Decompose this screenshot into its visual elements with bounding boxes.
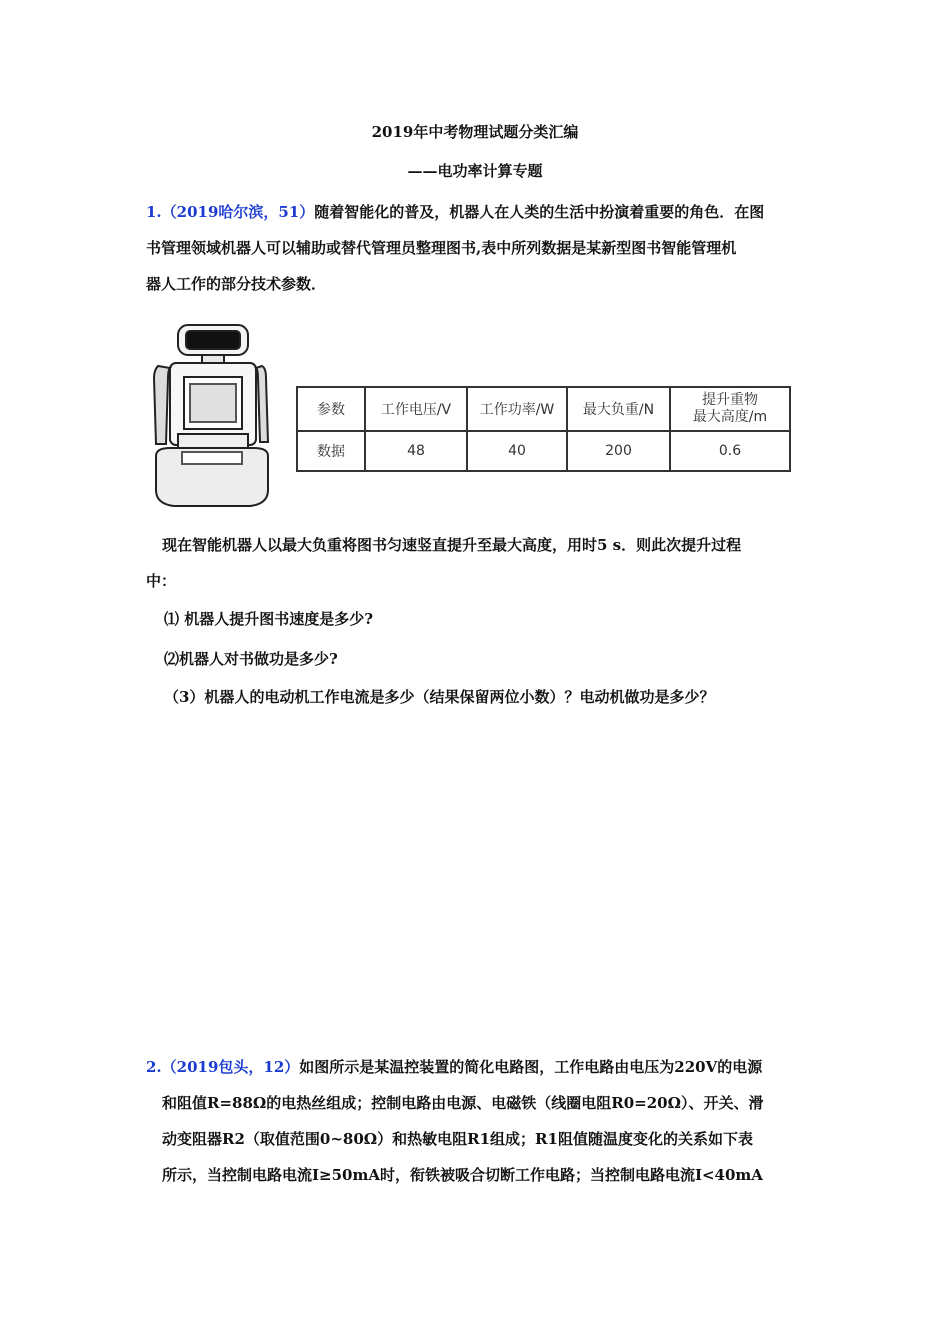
question-2-line-1: 如图所示是某温控装置的简化电路图，工作电路由电压为220V的电源 <box>299 1058 763 1076</box>
question-2-line-4: 所示，当控制电路电流I≥50mA时，衔铁被吸合切断工作电路；当控制电路电流I<40mA <box>162 1166 763 1184</box>
question-1-body-line-2: 中： <box>146 572 177 590</box>
question-1-sub-2: ⑵机器人对书做功是多少? <box>164 650 338 668</box>
question-2-line-3: 动变阻器R2（取值范围0~80Ω）和热敏电阻R1组成；R1阻值随温度变化的关系如下表 <box>162 1130 753 1148</box>
table-header-cell: 参数 <box>297 387 365 431</box>
question-1-body <box>146 527 816 599</box>
question-1-body-line-1: 现在智能机器人以最大负重将图书匀速竖直提升至最大高度，用时5 s．则此次提升过程 <box>162 536 742 554</box>
question-1-intro <box>146 194 816 302</box>
table-header-row <box>297 387 790 431</box>
question-1-line-3: 器人工作的部分技术参数． <box>146 275 327 293</box>
table-header-cell <box>670 387 790 431</box>
question-2-line-2: 和阻值R=88Ω的电热丝组成；控制电路由电源、电磁铁（线圈电阻R0=20Ω）、开关、滑 <box>162 1094 764 1112</box>
document-title: 2019年中考物理试题分类汇编 <box>371 123 579 141</box>
robot-illustration <box>150 322 272 512</box>
robot-parameter-table <box>296 386 791 472</box>
table-cell: 40 <box>467 431 567 471</box>
question-1-sub-3: （3）机器人的电动机工作电流是多少（结果保留两位小数）？电动机做功是多少？ <box>164 688 715 706</box>
table-cell: 数据 <box>297 431 365 471</box>
question-1-line-2: 书管理领域机器人可以辅助或替代管理员整理图书,表中所列数据是某新型图书智能管理机 <box>146 239 737 257</box>
question-2-source: 2.（2019包头，12） <box>146 1058 300 1076</box>
question-1-line-1: 随着智能化的普及，机器人在人类的生活中扮演着重要的角色．在图 <box>314 203 765 221</box>
table-header-cell: 工作功率/W <box>467 387 567 431</box>
question-1-sub-1: ⑴ 机器人提升图书速度是多少? <box>164 610 374 628</box>
table-header-cell-line-1: 提升重物 <box>702 392 758 408</box>
table-cell: 200 <box>567 431 670 471</box>
table-cell: 0.6 <box>670 431 790 471</box>
table-header-cell-line-2: 最大高度/m <box>692 409 768 425</box>
table-header-cell: 最大负重/N <box>567 387 670 431</box>
table-row <box>297 431 790 471</box>
table-cell: 48 <box>365 431 467 471</box>
table-header-cell: 工作电压/V <box>365 387 467 431</box>
document-subtitle: ——电功率计算专题 <box>407 162 543 180</box>
question-1-source: 1.（2019哈尔滨，51） <box>146 203 315 221</box>
question-2-intro <box>146 1049 826 1193</box>
